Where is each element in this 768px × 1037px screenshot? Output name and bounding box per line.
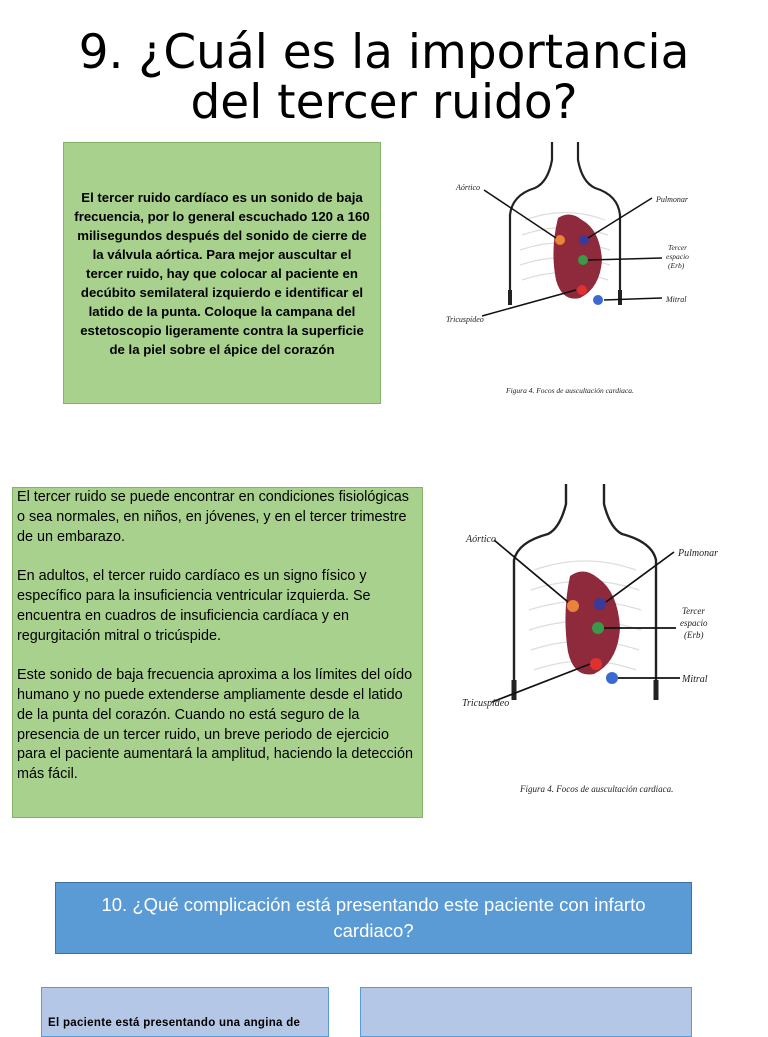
third-sound-conditions-box <box>12 487 423 818</box>
auscultation-diagram-svg-2 <box>456 480 718 800</box>
label-aortico: Aórtico <box>456 183 480 192</box>
figure-caption: Figura 4. Focos de auscultación cardiaca. <box>506 386 634 395</box>
label-tricuspideo-2: Tricuspídeo <box>462 698 510 709</box>
mitral-focus-dot-2 <box>606 672 618 684</box>
label-tricuspideo: Tricuspídeo <box>446 315 484 324</box>
mitral-focus-dot <box>593 295 603 305</box>
label-tercer-3b: (Erb) <box>684 630 704 640</box>
conditions-paragraph-1: El tercer ruido se puede encontrar en condiciones fisiológicas o sea normales, en niños, en jóvenes, y en el tercer trimestre de un embarazo. <box>17 489 409 545</box>
aortic-focus-dot <box>555 235 565 245</box>
third-sound-definition-box <box>63 142 381 404</box>
label-mitral-2: Mitral <box>682 674 708 685</box>
conditions-paragraph-2: En adultos, el tercer ruido cardíaco es un signo físico y específico para la insuficiencia ventricular izquierda. Se encuentra en cuadros de insuficiencia cardíaca y en regurgitación mitral o tricúspide. <box>17 568 371 644</box>
conditions-paragraph-3: Este sonido de baja frecuencia aproxima a los límites del oído humano y no puede extenderse ampliamente desde el latido de la punta del corazón. Cuando no está seguro de la presencia de un tercer ruido, un breve periodo de ejercicio para el paciente aumentará la amplitud, haciendo la detección más fácil. <box>17 667 414 783</box>
auscultation-diagram-top <box>440 140 690 402</box>
aortic-focus-dot-2 <box>567 600 579 612</box>
label-pulmonar: Pulmonar <box>656 195 688 204</box>
label-tercer-2: espacio <box>666 252 689 261</box>
label-tercer-1b: Tercer <box>682 606 705 616</box>
label-tercer-1: Tercer <box>668 243 688 252</box>
label-tercer-3: (Erb) <box>668 261 685 270</box>
auscultation-diagram-svg <box>440 140 690 402</box>
question-10-text: 10. ¿Qué complicación está presentando este paciente con infarto cardiaco? <box>101 894 646 941</box>
answer-box-left <box>41 987 329 1037</box>
answer-box-right <box>360 987 692 1037</box>
question-10-banner <box>55 882 692 954</box>
label-aortico-2: Aórtico <box>466 534 496 545</box>
figure-caption-2: Figura 4. Focos de auscultación cardiaca. <box>520 784 674 794</box>
pulmonary-focus-dot <box>579 235 589 245</box>
answer-box-left-text: El paciente está presentando una angina de <box>48 1017 301 1029</box>
erb-focus-dot <box>578 255 588 265</box>
erb-focus-dot-2 <box>592 622 604 634</box>
label-pulmonar-2: Pulmonar <box>678 548 718 559</box>
label-tercer-2b: espacio <box>680 618 708 628</box>
third-sound-definition-text: El tercer ruido cardíaco es un sonido de baja frecuencia, por lo general escuchado 120 a 160 milisegundos después del sonido de cierre de la válvula aórtica. Para mejor auscultar el tercer ruido, hay que colocar al paciente en decúbito semilateral izquierdo e identificar el latido de la punta. Coloque la campana del estetoscopio ligeramente contra la superficie de la piel sobre el ápice del corazón <box>74 189 370 357</box>
tricuspid-focus-dot <box>577 285 587 295</box>
heart-shape <box>553 214 602 298</box>
page-title: 9. ¿Cuál es la importancia del tercer ruido? <box>78 25 690 130</box>
pulmonary-focus-dot-2 <box>594 598 606 610</box>
tricuspid-focus-dot-2 <box>590 658 602 670</box>
label-mitral: Mitral <box>666 295 687 304</box>
auscultation-diagram-bottom <box>456 480 718 800</box>
